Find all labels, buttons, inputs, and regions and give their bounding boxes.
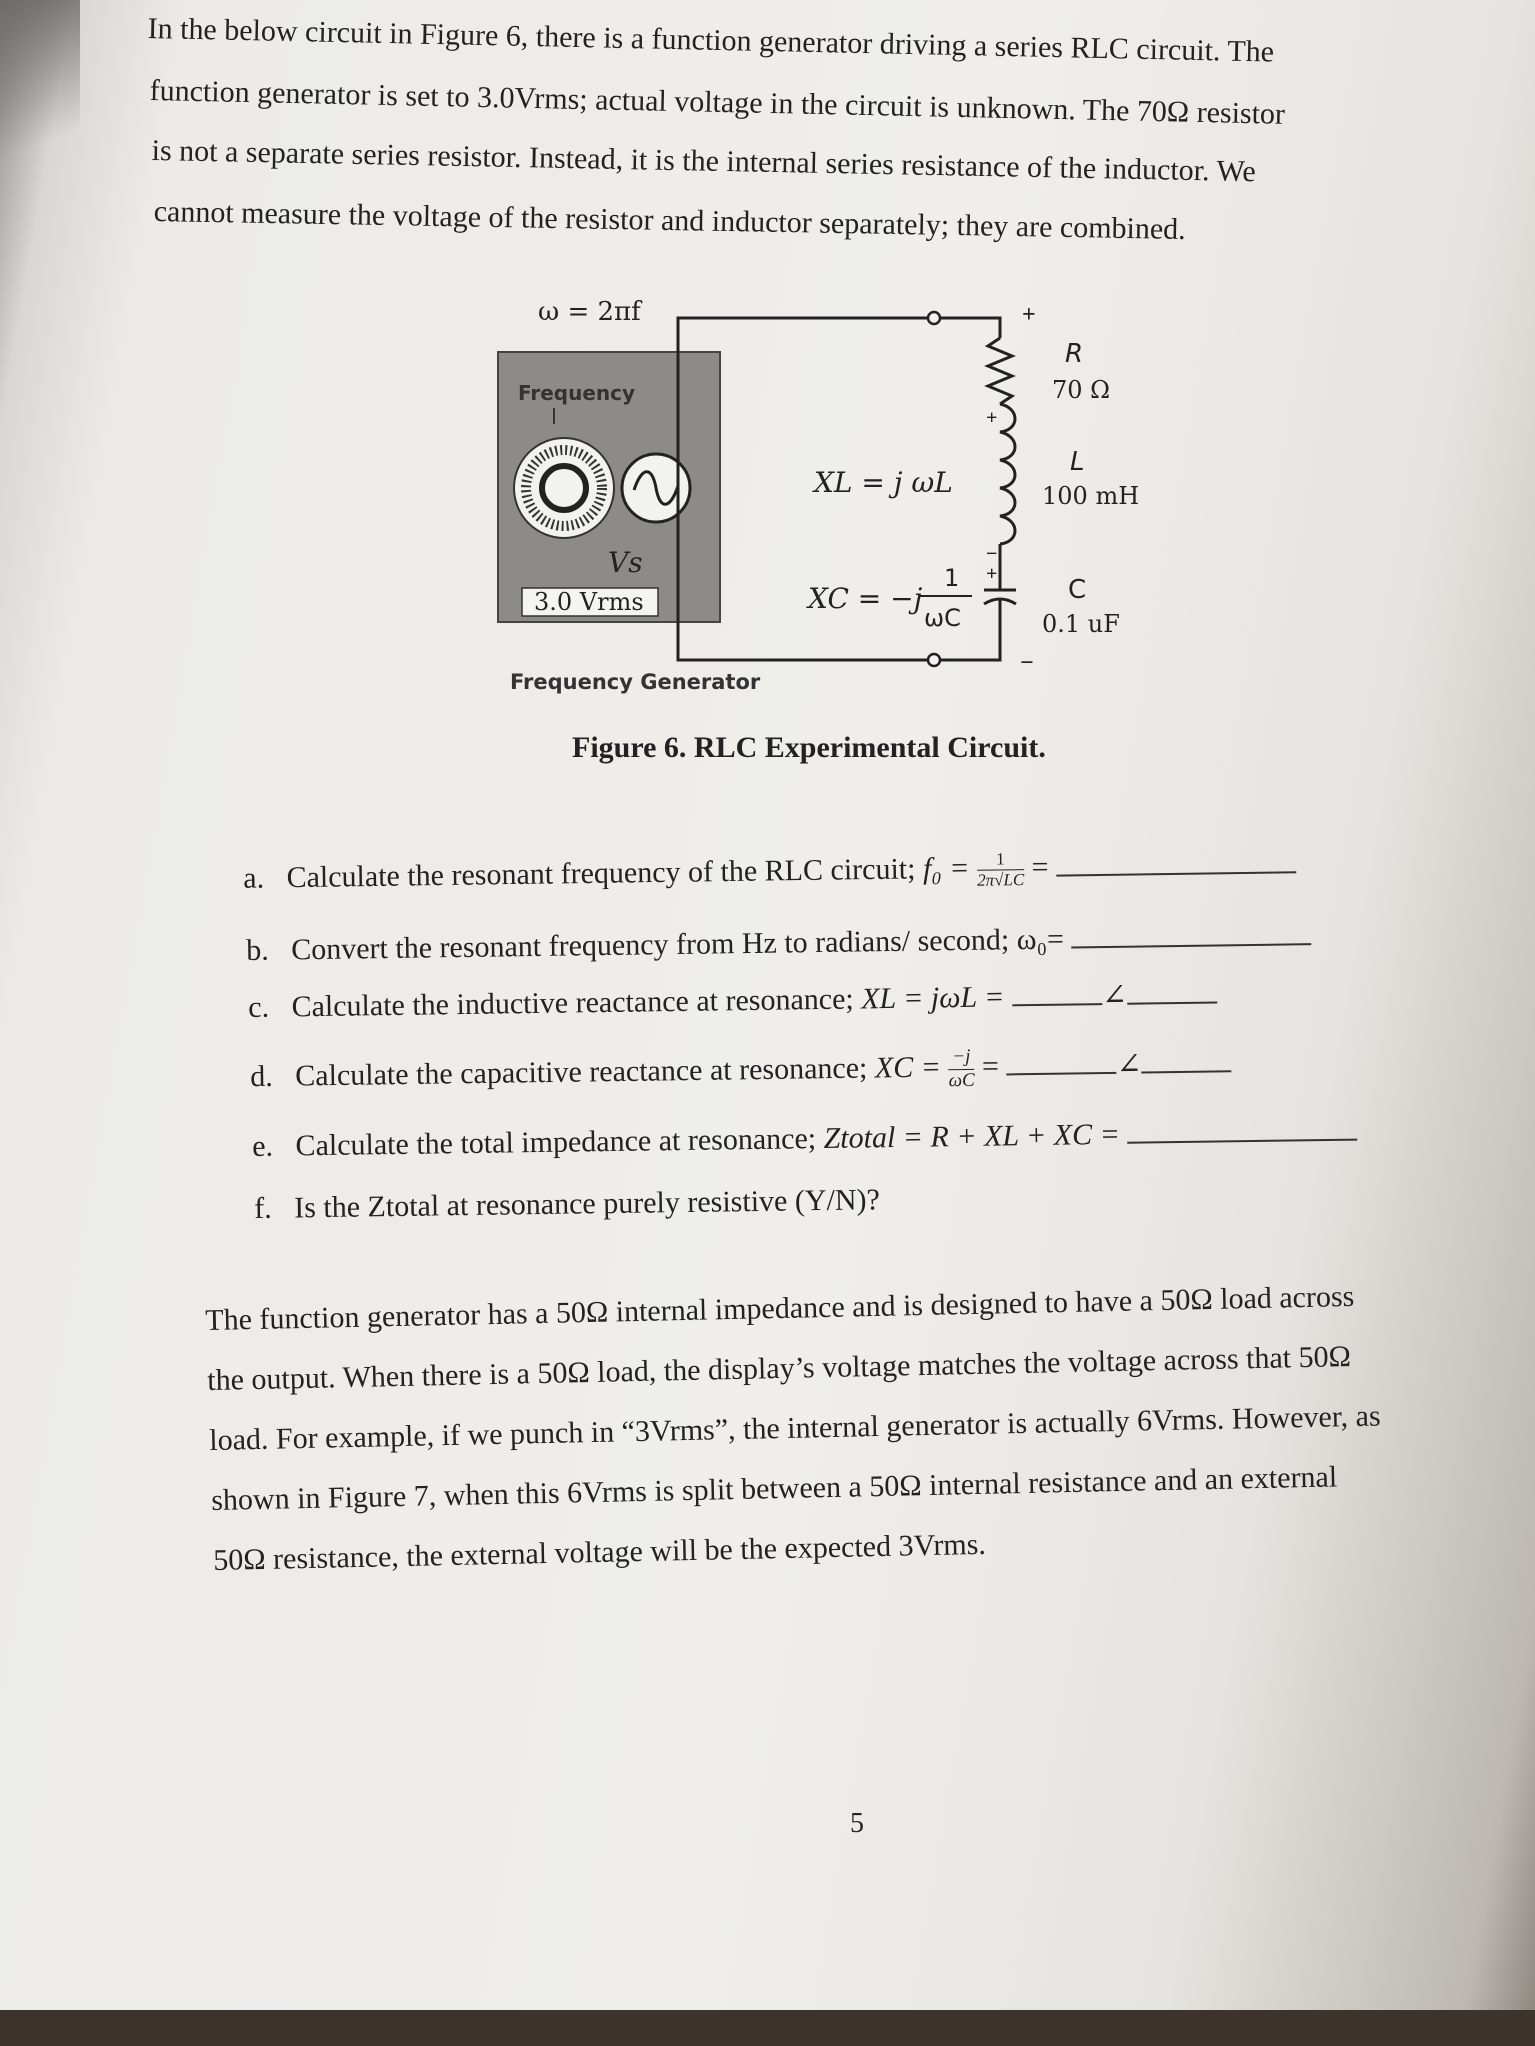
question-text: Calculate the inductive reactance at resonance; <box>291 982 854 1024</box>
question-letter: b. <box>246 933 269 967</box>
fraction <box>948 1046 975 1093</box>
minus-sign-inductor: − <box>986 543 998 565</box>
resistor-label: R <box>1065 339 1084 369</box>
inductor-symbol <box>1000 404 1015 544</box>
outro-line-3: load. For example, if we punch in “3Vrms”, the internal generator is actually 6Vrms. However, as <box>208 1399 1381 1457</box>
voltage-display-value: 3.0 Vrms <box>534 588 644 616</box>
page-shadow <box>0 0 80 170</box>
question-text: Calculate the total impedance at resonance; <box>295 1122 817 1163</box>
plus-sign-capacitor: + <box>986 563 998 585</box>
question-formula: XC = <box>874 1050 942 1085</box>
fraction-numerator: 1 <box>977 849 1024 871</box>
question-letter: d. <box>250 1059 274 1094</box>
question-text: Convert the resonant frequency from Hz to radians/ second; ω₀= <box>290 922 1065 967</box>
question-formula: Ztotal = R + XL + XC = <box>823 1117 1121 1156</box>
fraction-denominator: ωC <box>948 1069 975 1092</box>
plus-sign-top: + <box>1022 302 1036 328</box>
resistor-value: 70 Ω <box>1052 376 1111 404</box>
rlc-circuit-diagram <box>490 290 1150 710</box>
question-letter: a. <box>243 861 265 895</box>
frequency-knob-label: Frequency <box>518 381 636 405</box>
intro-line-3: is not a separate series resistor. Instead, it is the internal series resistance of the inductor. We <box>151 134 1257 189</box>
outro-line-2: the output. When there is a 50Ω load, the display’s voltage matches the voltage across that 50Ω <box>206 1340 1352 1397</box>
answer-blank-b[interactable] <box>1071 942 1311 948</box>
plus-sign-inductor: + <box>986 407 998 429</box>
question-letter: f. <box>254 1191 272 1225</box>
question-letter: e. <box>252 1129 274 1163</box>
question-text: Calculate the resonant frequency of the RLC circuit; <box>286 852 916 895</box>
outro-line-1: The function generator has a 50Ω internal impedance and is designed to have a 50Ω load across <box>204 1279 1355 1337</box>
question-e <box>252 1115 1358 1164</box>
inductor-label: L <box>1070 447 1085 477</box>
capacitive-reactance-equation: XC = −j <box>808 582 923 615</box>
angle-symbol: ∠ <box>1116 1047 1142 1082</box>
question-d <box>250 1042 1232 1102</box>
fraction <box>977 849 1025 891</box>
question-tail: = <box>1031 850 1049 884</box>
intro-line-1: In the below circuit in Figure 6, there is a function generator driving a series RLC circuit. The <box>147 12 1275 69</box>
question-formula: XL = jωL = <box>860 980 1005 1016</box>
outro-line-4: shown in Figure 7, when this 6Vrms is split between a 50Ω internal resistance and an external <box>210 1460 1338 1517</box>
question-c <box>248 976 1217 1025</box>
figure-caption: Figure 6. RLC Experimental Circuit. <box>572 731 1046 764</box>
question-letter: c. <box>248 990 270 1024</box>
resistor-symbol <box>988 338 1012 404</box>
answer-blank-d-angle[interactable] <box>1142 1069 1232 1073</box>
inductor-value: 100 mH <box>1042 482 1140 510</box>
omega-equation: ω = 2πf <box>538 297 641 327</box>
question-a <box>243 845 1296 901</box>
fraction-numerator: −j <box>948 1046 974 1070</box>
answer-blank-c-magnitude[interactable] <box>1012 1002 1102 1006</box>
intro-line-4: cannot measure the voltage of the resistor and inductor separately; they are combined. <box>153 195 1187 247</box>
outro-line-5: 50Ω resistance, the external voltage will be the expected 3Vrms. <box>212 1527 987 1577</box>
background-floor <box>0 2010 1535 2046</box>
bottom-terminal <box>928 654 940 666</box>
question-b <box>246 919 1312 968</box>
intro-line-2: function generator is set to 3.0Vrms; actual voltage in the circuit is unknown. The 70Ω resistor <box>149 74 1286 131</box>
xc-denominator: ωC <box>924 604 961 632</box>
answer-blank-d-magnitude[interactable] <box>1007 1071 1117 1076</box>
question-text: Calculate the capacitive reactance at resonance; <box>295 1051 868 1093</box>
minus-sign-bottom: − <box>1020 650 1034 676</box>
top-terminal <box>928 312 940 324</box>
xc-numerator: 1 <box>944 564 960 592</box>
fraction-denominator: 2π√LC <box>977 870 1025 891</box>
question-text: Is the Ztotal at resonance purely resistive (Y/N)? <box>293 1183 881 1225</box>
answer-blank-c-angle[interactable] <box>1127 1000 1217 1004</box>
question-tail: = <box>981 1049 1000 1083</box>
vs-label: Vs <box>608 546 643 579</box>
knob-center <box>542 466 586 510</box>
capacitor-value: 0.1 uF <box>1042 610 1120 638</box>
page-number: 5 <box>850 1808 864 1839</box>
angle-symbol: ∠ <box>1101 978 1128 1013</box>
generator-caption: Frequency Generator <box>510 670 761 694</box>
inductive-reactance-equation: XL = j ωL <box>814 466 953 499</box>
capacitor-label: C <box>1068 575 1087 605</box>
question-formula: f₀ = <box>922 851 970 886</box>
answer-blank-a[interactable] <box>1056 870 1296 876</box>
answer-blank-e[interactable] <box>1127 1138 1357 1144</box>
question-f <box>254 1183 880 1226</box>
